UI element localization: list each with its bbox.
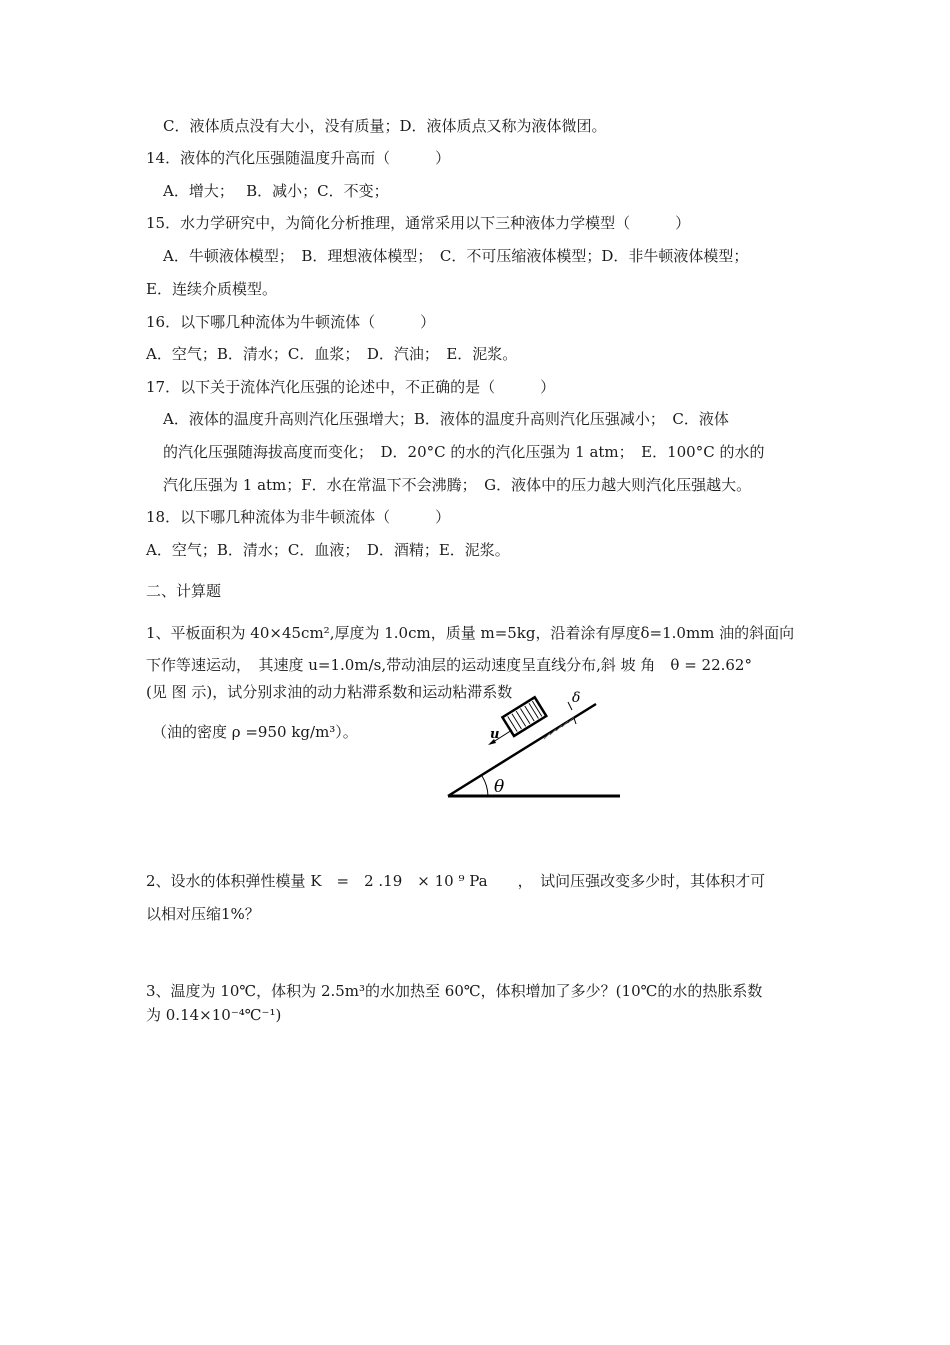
options-16: A．空气；B．清水；C．血浆； D．汽油； E．泥浆。	[146, 345, 518, 363]
problem-1-line-4: （油的密度 ρ =950 kg/m³）。	[152, 723, 358, 741]
options-17-line-2: 的汽化压强随海拔高度而变化； D．20°C 的水的汽化压强为 1 atm； E．100°C 的水的	[163, 443, 765, 461]
problem-2-line-1: 2、设水的体积弹性模量 K = 2 .19 × 10 ⁹ Pa ， 试问压强改变多少时，其体积才可	[146, 872, 766, 890]
problem-3-line-1: 3、温度为 10℃，体积为 2.5m³的水加热至 60℃，体积增加了多少？(10℃的水的热胀系数	[146, 982, 763, 1000]
inclined-plane-diagram	[440, 688, 630, 804]
problem-3-line-2: 为 0.14×10⁻⁴℃⁻¹)	[146, 1006, 282, 1024]
option-line-13-cd: C．液体质点没有大小，没有质量；D．液体质点又称为液体微团。	[163, 117, 607, 135]
question-15: 15．水力学研究中，为简化分析推理，通常采用以下三种液体力学模型（ ）	[146, 214, 691, 232]
problem-1-line-1: 1、平板面积为 40×45cm²,厚度为 1.0cm，质量 m=5kg，沿着涂有厚度δ=1.0mm 油的斜面向	[146, 624, 795, 642]
question-16: 16．以下哪几种流体为牛顿流体（ ）	[146, 313, 436, 331]
problem-1-line-2: 下作等速运动， 其速度 u=1.0m/s,带动油层的运动速度呈直线分布,斜 坡 角 θ = 22.62°	[146, 656, 752, 674]
options-14: A．增大； B．减小；C．不变；	[163, 182, 389, 200]
options-15: A．牛顿液体模型； B．理想液体模型； C．不可压缩液体模型；D．非牛顿液体模型；	[163, 247, 749, 265]
problem-1-line-3: (见 图 示)，试分别求油的动力粘滞系数和运动粘滞系数	[146, 683, 513, 701]
delta-label: δ	[572, 690, 581, 706]
question-14: 14．液体的汽化压强随温度升高而（ ）	[146, 149, 451, 167]
options-15-cont: E．连续介质模型。	[146, 280, 277, 298]
options-17-line-1: A．液体的温度升高则汽化压强增大；B．液体的温度升高则汽化压强减小； C．液体	[163, 410, 729, 428]
velocity-label: u	[490, 727, 500, 742]
theta-label: θ	[494, 777, 505, 797]
question-18: 18．以下哪几种流体为非牛顿流体（ ）	[146, 508, 451, 526]
options-18: A．空气；B．清水；C．血液； D．酒精；E．泥浆。	[146, 541, 510, 559]
section-heading: 二、计算题	[146, 582, 222, 600]
options-17-line-3: 汽化压强为 1 atm；F．水在常温下不会沸腾； G．液体中的压力越大则汽化压强越大。	[163, 476, 752, 494]
question-17: 17．以下关于流体汽化压强的论述中，不正确的是（ ）	[146, 378, 556, 396]
problem-2-line-2: 以相对压缩1%？	[146, 905, 260, 923]
